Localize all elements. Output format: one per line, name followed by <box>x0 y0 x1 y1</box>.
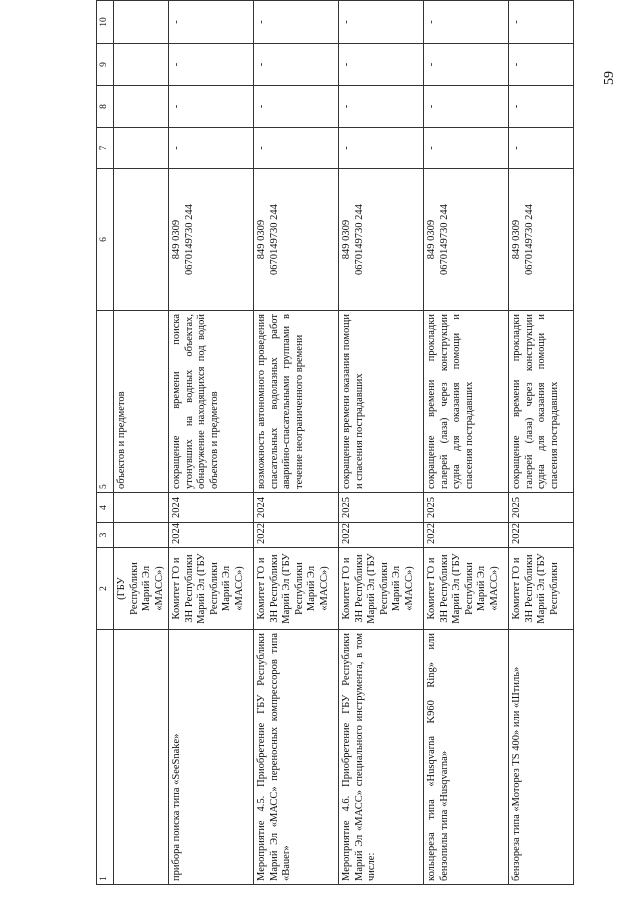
cell-budget-code: 849 0309 0670149730 244 <box>509 169 574 311</box>
cell-value-8: - <box>424 86 509 128</box>
header-row <box>97 1 114 885</box>
program-table <box>96 0 574 885</box>
cell-value-10: - <box>254 1 339 44</box>
cell-value-9: - <box>169 44 254 86</box>
cell-start-year: 2024 <box>169 523 254 548</box>
cell-value-10: - <box>339 1 424 44</box>
page-number: 59 <box>602 71 617 85</box>
table-row <box>254 1 339 885</box>
cell-end-year: 2024 <box>169 493 254 523</box>
cell-end-year: 2025 <box>424 493 509 523</box>
cell-executor: Комитет ГО и ЗН Республики Марий Эл (ГБУ Республики Марий Эл «МАСС») <box>424 548 509 630</box>
cell-activity: бензореза типа «Моторез TS 400» или «Штиль» <box>509 630 574 885</box>
cell-end-year <box>114 493 169 523</box>
cell-start-year: 2022 <box>254 523 339 548</box>
column-header-5: 5 <box>97 311 114 493</box>
cell-activity: кольцереза типа «Husqvarna K960 Ring» или бензопилы типа «Husqvarna» <box>424 630 509 885</box>
cell-value-8 <box>114 86 169 128</box>
cell-executor: (ГБУ Республики Марий Эл «МАСС») <box>114 548 169 630</box>
cell-value-8: - <box>339 86 424 128</box>
column-header-3: 3 <box>97 523 114 548</box>
cell-budget-code: 849 0309 0670149730 244 <box>424 169 509 311</box>
cell-value-10: - <box>169 1 254 44</box>
cell-start-year: 2022 <box>424 523 509 548</box>
column-header-9: 9 <box>97 44 114 86</box>
cell-activity: Мероприятие 4.5. Приобретение ГБУ Республики Марий Эл «МАСС» переносных компрессоров типа «Bauer» <box>254 630 339 885</box>
column-header-10: 10 <box>97 1 114 44</box>
cell-budget-code: 849 0309 0670149730 244 <box>254 169 339 311</box>
cell-value-10 <box>114 1 169 44</box>
cell-value-8: - <box>509 86 574 128</box>
cell-result: сокращение времени оказания помощи и спасения пострадавших <box>339 311 424 493</box>
cell-activity: Мероприятие 4.6. Приобретение ГБУ Республики Марий Эл «МАСС» специального инструмента, в том числе: <box>339 630 424 885</box>
cell-value-7: - <box>424 128 509 169</box>
table-row <box>339 1 424 885</box>
column-header-6: 6 <box>97 169 114 311</box>
cell-value-9: - <box>424 44 509 86</box>
cell-value-7 <box>114 128 169 169</box>
cell-executor: Комитет ГО и ЗН Республики Марий Эл (ГБУ Республики Марий Эл «МАСС») <box>339 548 424 630</box>
cell-result: объектов и предметов <box>114 311 169 493</box>
cell-executor: Комитет ГО и ЗН Республики Марий Эл (ГБУ Республики Марий Эл «МАСС») <box>169 548 254 630</box>
rotated-table-container <box>96 17 621 885</box>
cell-start-year: 2022 <box>509 523 574 548</box>
table-row <box>169 1 254 885</box>
cell-value-7: - <box>169 128 254 169</box>
table-row <box>509 1 574 885</box>
cell-result: сокращение времени прокладки галерей (лаза) через конструкции судна для оказания помощи и спасения пострадавших <box>424 311 509 493</box>
cell-budget-code: 849 0309 0670149730 244 <box>169 169 254 311</box>
cell-activity: прибора поиска типа «SeeSnake» <box>169 630 254 885</box>
cell-budget-code <box>114 169 169 311</box>
table-row <box>114 1 169 885</box>
cell-value-8: - <box>169 86 254 128</box>
cell-executor: Комитет ГО и ЗН Республики Марий Эл (ГБУ Республики Марий Эл «МАСС») <box>254 548 339 630</box>
cell-start-year <box>114 523 169 548</box>
cell-value-10: - <box>509 1 574 44</box>
cell-executor: Комитет ГО и ЗН Республики Марий Эл (ГБУ Республики <box>509 548 574 630</box>
column-header-4: 4 <box>97 493 114 523</box>
cell-value-7: - <box>339 128 424 169</box>
column-header-7: 7 <box>97 128 114 169</box>
cell-end-year: 2024 <box>254 493 339 523</box>
table-row <box>424 1 509 885</box>
cell-result: сокращение времени поиска утонувших на водных объектах, обнаружение находящихся под водой объектов и предметов <box>169 311 254 493</box>
cell-value-9: - <box>509 44 574 86</box>
column-header-2: 2 <box>97 548 114 630</box>
cell-value-7: - <box>254 128 339 169</box>
cell-budget-code: 849 0309 0670149730 244 <box>339 169 424 311</box>
column-header-1: 1 <box>97 630 114 885</box>
cell-value-9: - <box>254 44 339 86</box>
cell-value-7: - <box>509 128 574 169</box>
cell-value-9 <box>114 44 169 86</box>
cell-end-year: 2025 <box>339 493 424 523</box>
cell-activity <box>114 630 169 885</box>
column-header-8: 8 <box>97 86 114 128</box>
cell-start-year: 2022 <box>339 523 424 548</box>
cell-value-9: - <box>339 44 424 86</box>
cell-result: возможность автономного проведения спасательных водолазных работ аварийно-спасательными группами в течение неограниченного времени <box>254 311 339 493</box>
cell-value-10: - <box>424 1 509 44</box>
cell-value-8: - <box>254 86 339 128</box>
cell-end-year: 2025 <box>509 493 574 523</box>
cell-result: сокращение времени прокладки галерей (лаза) через конструкции судна для оказания помощи и спасения пострадавших <box>509 311 574 493</box>
